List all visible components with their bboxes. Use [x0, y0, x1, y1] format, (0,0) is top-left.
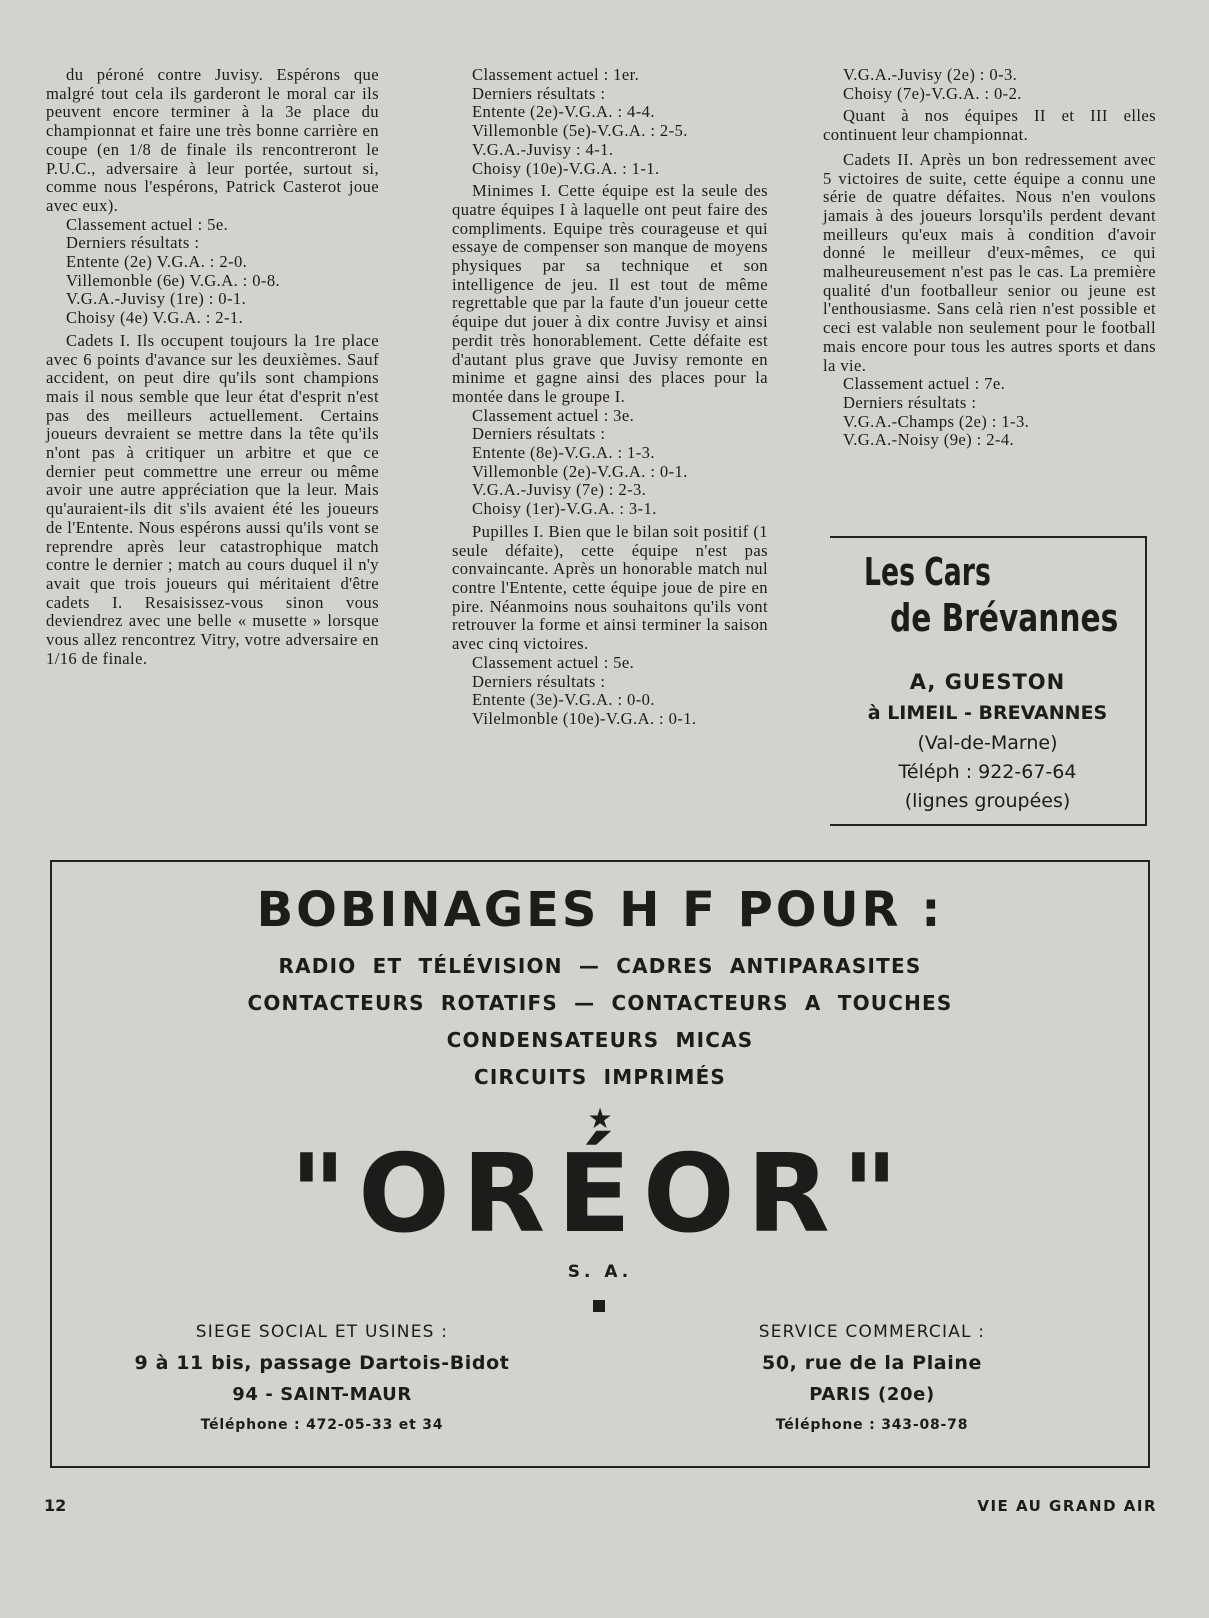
results-line: Derniers résultats : — [66, 233, 200, 253]
results-line: Classement actuel : 7e. — [843, 374, 1006, 394]
ad-bobinages-line-4: CIRCUITS IMPRIMÉS — [473, 1065, 727, 1089]
ad-cars-department: (Val-de-Marne) — [917, 732, 1058, 754]
results-line: Classement actuel : 5e. — [66, 214, 229, 234]
article-column-1 — [46, 66, 379, 669]
results-line: V.G.A.-Juvisy (2e) : 0-3. — [843, 65, 1018, 84]
results-line: Classement actuel : 5e. — [472, 652, 635, 672]
results-line: Entente (2e) V.G.A. : 2-0. — [66, 252, 248, 272]
ad-bobinages-company-type: S. A. — [567, 1262, 633, 1282]
article-paragraph: Quant à nos équipes II et III elles continuent leur championnat. — [823, 106, 1156, 145]
article-paragraph: du péroné contre Juvisy. Espérons que malgré tout cela ils garderont le moral car ils peuvent encore terminer à la 3e place du championnat et faire une très bonne carrière en coupe (en 1/8 de finale ils rencontreront le P.U.C., adversaire à leur portée, surtout si, comme nous l'espérons, Patrick Casterot joue avec eux). — [46, 65, 379, 215]
results-line: Choisy (10e)-V.G.A. : 1-1. — [472, 158, 660, 178]
results-line: Derniers résultats : — [843, 392, 977, 412]
results-line: V.G.A.-Champs (2e) : 1-3. — [843, 411, 1030, 431]
results-line: Entente (3e)-V.G.A. : 0-0. — [472, 690, 655, 710]
results-line: Classement actuel : 3e. — [472, 405, 635, 425]
sales-office-phone: Téléphone : 343-08-78 — [775, 1417, 969, 1433]
ad-cars-lines: (lignes groupées) — [904, 790, 1071, 812]
ad-cars-phone: Téléph : 922-67-64 — [898, 761, 1077, 783]
results-line: Villemonble (2e)-V.G.A. : 0-1. — [472, 461, 688, 481]
results-line: Derniers résultats : — [472, 671, 606, 691]
results-line: V.G.A.-Juvisy (1re) : 0-1. — [66, 289, 247, 309]
results-line: Derniers résultats : — [472, 424, 606, 444]
results-line: V.G.A.-Juvisy : 4-1. — [472, 139, 614, 159]
results-line: V.G.A.-Juvisy (7e) : 2-3. — [472, 480, 647, 500]
ad-cars-owner: A, GUESTON — [909, 670, 1066, 694]
results-line: Villemonble (5e)-V.G.A. : 2-5. — [472, 121, 688, 141]
ad-bobinages-head-office — [122, 1322, 522, 1433]
results-line: V.G.A.-Noisy (9e) : 2-4. — [843, 430, 1015, 450]
results-line: Classement actuel : 1er. — [472, 65, 640, 84]
head-office-heading: SIEGE SOCIAL ET USINES : — [195, 1322, 449, 1342]
ad-cars-name-line2: de Brévannes — [890, 596, 1119, 640]
ad-bobinages-title: BOBINAGES H F POUR : — [256, 882, 944, 938]
ad-bobinages-brand: "ORÉOR" — [289, 1132, 911, 1257]
results-line: Vilelmonble (10e)-V.G.A. : 0-1. — [472, 708, 697, 728]
ad-les-cars-de-brevannes — [830, 536, 1147, 826]
ad-cars-name-line1: Les Cars — [864, 550, 991, 594]
article-column-3 — [823, 66, 1156, 450]
sales-office-heading: SERVICE COMMERCIAL : — [758, 1322, 986, 1342]
ad-cars-town: à LIMEIL - BREVANNES — [867, 702, 1108, 724]
page-number: 12 — [44, 1496, 67, 1515]
article-column-2 — [452, 66, 768, 729]
ad-bobinages-line-2: CONTACTEURS ROTATIFS — CONTACTEURS A TOUCHES — [247, 991, 953, 1015]
ad-bobinages-oreor — [50, 860, 1150, 1468]
results-line: Choisy (4e) V.G.A. : 2-1. — [66, 308, 244, 328]
star-icon: ★ — [587, 1102, 613, 1135]
sales-office-street: 50, rue de la Plaine — [762, 1352, 982, 1374]
results-line: Entente (8e)-V.G.A. : 1-3. — [472, 443, 655, 463]
results-line: Choisy (7e)-V.G.A. : 0-2. — [843, 83, 1022, 103]
ad-bobinages-sales-office — [712, 1322, 1032, 1433]
magazine-title: VIE AU GRAND AIR — [977, 1497, 1157, 1515]
head-office-phone: Téléphone : 472-05-33 et 34 — [200, 1417, 444, 1433]
article-paragraph: Minimes I. Cette équipe est la seule des quatre équipes I à laquelle ont peut faire des compliments. Equipe très courageuse et qui essaye de compenser son manque de moyens physiques par sa technique et son intelligence de jeu. Il est tout de même regrettable que par la faute d'un joueur cette équipe dut jouer à dix contre Juvisy et ainsi perdit très honorablement. Cette défaite est d'autant plus grave que Juvisy remonte en minime et gagne ainsi des places pour la montée dans le groupe I. — [452, 181, 768, 406]
article-paragraph: Pupilles I. Bien que le bilan soit positif (1 seule défaite), cette équipe n'est pas convaincante. Après un honorable match nul contre l'Entente, cette équipe joue de pire en pire. Néanmoins nous souhaitons qu'ils vont retrouver la forme et ainsi terminer la saison avec cinq victoires. — [452, 521, 768, 654]
article-paragraph: Cadets I. Ils occupent toujours la 1re place avec 6 points d'avance sur les deuxièmes. Sauf accident, on peut dire qu'ils sont champions mais il nous semble que leur état d'esprit n'est pas des meilleurs actuellement. Certains joueurs devraient se mettre dans la tête qu'ils n'ont pas à critiquer un arbitre et que ce dernier peut commettre une erreur ou même avoir une autre appréciation que la leur. Mais qu'auraient-ils dit s'ils avaient été les joueurs de l'Entente. Nous espérons aussi qu'ils vont se reprendre après leur catastrophique match contre le dernier ; match au cours duquel il n'y avait que trois joueurs qui méritaient d'être cadets I. Resaisissez-vous sinon vous deviendrez avec une belle « musette » lorsque vous allez rencontrez Vitry, votre adversaire en 1/16 de finale. — [46, 330, 379, 668]
results-line: Villemonble (6e) V.G.A. : 0-8. — [66, 270, 281, 290]
results-line: Derniers résultats : — [472, 83, 606, 103]
sales-office-city: PARIS (20e) — [809, 1384, 935, 1405]
head-office-city: 94 - SAINT-MAUR — [232, 1384, 412, 1405]
results-line: Choisy (1er)-V.G.A. : 3-1. — [472, 499, 657, 519]
article-paragraph: Cadets II. Après un bon redressement avec 5 victoires de suite, cette équipe a connu une série de quatre défaites. Nous n'en voulons jamais à des joueurs lorsqu'ils perdent devant meilleurs qu'eux mais à condition d'avoir donné le meilleur d'eux-mêmes, ce qui malheureusement n'est pas le cas. La première qualité d'un footballeur senior ou jeune est l'enthousiasme. Sans celà rien n'est possible et ceci est valable non seulement pour le football mais encore pour tous les autres sports et dans la vie. — [823, 149, 1156, 375]
ad-bobinages-line-3: CONDENSATEURS MICAS — [446, 1028, 754, 1052]
square-bullet-icon — [593, 1300, 605, 1312]
results-line: Entente (2e)-V.G.A. : 4-4. — [472, 102, 655, 122]
ad-bobinages-line-1: RADIO ET TÉLÉVISION — CADRES ANTIPARASITES — [278, 954, 922, 978]
head-office-street: 9 à 11 bis, passage Dartois-Bidot — [134, 1352, 510, 1374]
